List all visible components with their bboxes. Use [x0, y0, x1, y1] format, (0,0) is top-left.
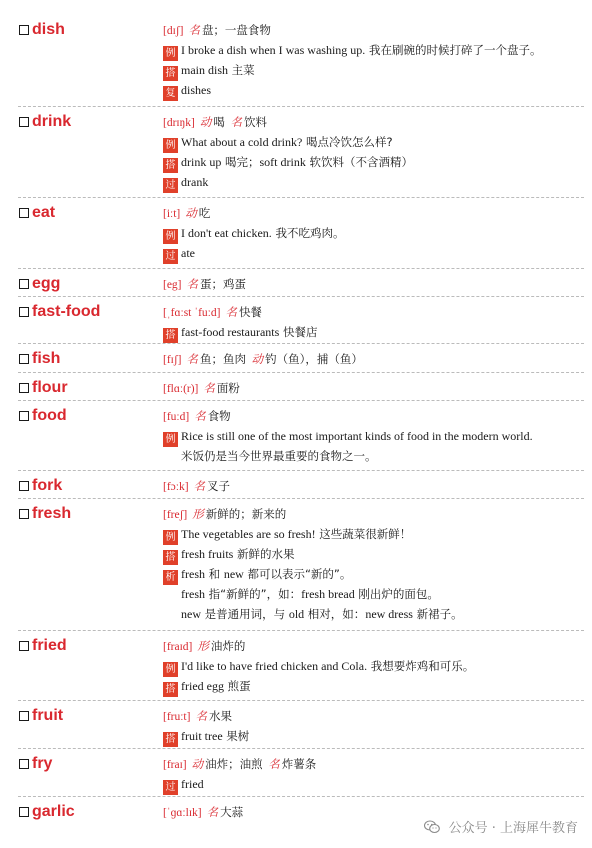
part-of-speech: 名: [186, 279, 199, 291]
part-of-speech: 名: [268, 759, 280, 771]
headword-text: garlic: [32, 803, 75, 820]
english-text: fresh: [181, 567, 205, 581]
chinese-text: 新裙子。: [412, 607, 463, 621]
chinese-text: 是普通用词，与: [201, 607, 289, 621]
english-text: fresh bread: [301, 587, 355, 601]
headword-text: eat: [32, 204, 56, 221]
english-text: Rice is still one of the most important kinds of food in the modern world.: [181, 429, 533, 443]
label-badge-icon: 搭: [163, 682, 178, 697]
part-of-speech: 形: [197, 641, 209, 653]
detail-line: [163, 243, 583, 263]
headword: [19, 20, 65, 40]
headword-text: flour: [32, 379, 68, 396]
chinese-text: 和: [205, 567, 224, 581]
chinese-text: 钓（鱼），捕（鱼）: [265, 352, 363, 366]
chinese-text: 炸薯条: [281, 757, 317, 771]
label-badge-icon: 过: [163, 178, 178, 193]
entry-details: [163, 504, 583, 624]
english-text: fruit tree: [181, 729, 223, 743]
chinese-text: 果树: [222, 729, 250, 743]
headword: [19, 406, 67, 426]
checkbox-icon[interactable]: [19, 208, 29, 218]
entry-details: [163, 476, 583, 496]
phonetic: [drɪŋk]: [163, 117, 195, 129]
detail-line: [163, 426, 583, 446]
wechat-icon: [424, 820, 440, 834]
entry-divider: [18, 106, 584, 107]
checkbox-icon[interactable]: [19, 641, 29, 651]
part-of-speech: 名: [203, 383, 215, 395]
entry-details: [163, 406, 583, 466]
chinese-text: 叉子: [207, 479, 231, 493]
phonetic: [ˈɡɑːlɪk]: [163, 807, 202, 819]
phonetic: [fuːd]: [163, 411, 190, 423]
headword: [19, 349, 60, 369]
chinese-text: 我在刷碗的时候打碎了一个盘子。: [365, 43, 542, 57]
headword-text: egg: [32, 275, 61, 292]
checkbox-icon[interactable]: [19, 411, 29, 421]
watermark-text: 公众号 · 上海犀牛教育: [448, 821, 578, 836]
detail-line: [163, 564, 583, 584]
chinese-text: 煎蛋: [223, 679, 251, 693]
detail-line: [163, 322, 583, 342]
chinese-text: 米饭仍是当今世界最重要的食物之一。: [181, 449, 377, 463]
entry-divider: [18, 372, 584, 373]
headword: [19, 302, 100, 322]
entry-details: [163, 274, 583, 294]
headword: [19, 504, 71, 524]
label-badge-icon: 搭: [163, 732, 178, 747]
chinese-text: 喝点冷饮怎么样?: [302, 135, 393, 149]
label-badge-icon: 例: [163, 530, 178, 545]
english-text: main dish: [181, 63, 228, 77]
part-of-speech: 名: [225, 307, 237, 319]
entry-divider: [18, 470, 584, 471]
headword: [19, 754, 52, 774]
detail-line: [163, 726, 583, 746]
part-of-speech: 名: [188, 25, 200, 37]
entry-divider: [18, 268, 584, 269]
definition-line: [163, 706, 583, 726]
chinese-text: 刚出炉的面包。: [354, 587, 439, 601]
label-badge-icon: 搭: [163, 550, 178, 565]
headword: [19, 378, 68, 398]
chinese-text: 喝: [213, 115, 229, 129]
headword-text: dish: [32, 21, 65, 38]
chinese-text: 大蒜: [220, 805, 244, 819]
label-badge-icon: 例: [163, 229, 178, 244]
part-of-speech: 形: [192, 509, 204, 521]
label-badge-icon: 例: [163, 138, 178, 153]
chinese-text: 相对，如：: [304, 607, 366, 621]
english-text: drink up: [181, 155, 222, 169]
headword: [19, 112, 71, 132]
chinese-text: 水果: [208, 709, 232, 723]
headword: [19, 636, 67, 656]
chinese-text: 面粉: [216, 381, 240, 395]
chinese-text: 盘；一盘食物: [201, 23, 271, 37]
headword-text: fork: [32, 477, 63, 494]
part-of-speech: 名: [230, 117, 243, 129]
phonetic: [ˌfɑːst ˈfuːd]: [163, 307, 221, 319]
part-of-speech: 动: [251, 354, 264, 366]
english-text: soft drink: [259, 155, 306, 169]
detail-line: [163, 524, 583, 544]
phonetic: [iːt]: [163, 208, 181, 220]
chinese-text: 新鲜的水果: [233, 547, 295, 561]
detail-line: [163, 80, 583, 100]
entry-details: [163, 754, 583, 794]
definition-line: [163, 349, 583, 369]
english-text: dishes: [181, 83, 211, 97]
headword-text: fruit: [32, 707, 64, 724]
chinese-text: 新鲜的；新来的: [205, 507, 287, 521]
chinese-text: 吃: [198, 206, 211, 220]
detail-line: [163, 584, 583, 604]
english-text: drank: [181, 175, 209, 189]
checkbox-icon[interactable]: [19, 711, 29, 721]
phonetic: [fraɪd]: [163, 641, 193, 653]
entry-divider: [18, 630, 584, 631]
entry-details: [163, 349, 583, 369]
definition-line: [163, 20, 583, 40]
detail-line: [163, 152, 583, 172]
headword: [19, 203, 55, 223]
headword-text: drink: [32, 113, 72, 130]
headword-text: fish: [32, 350, 61, 367]
part-of-speech: 名: [193, 481, 206, 493]
label-badge-icon: 过: [163, 249, 178, 264]
part-of-speech: 名: [194, 411, 206, 423]
entry-divider: [18, 400, 584, 401]
entry-details: [163, 378, 583, 398]
label-badge-icon: 例: [163, 46, 178, 61]
entry-details: [163, 203, 583, 263]
headword: [19, 476, 62, 496]
phonetic: [flɑː(r)]: [163, 383, 199, 395]
entry-divider: [18, 296, 584, 297]
chinese-text: 主菜: [228, 63, 255, 77]
checkbox-icon[interactable]: [19, 481, 29, 491]
detail-line: [163, 223, 583, 243]
phonetic: [fɔːk]: [163, 481, 189, 493]
label-badge-icon: 搭: [163, 66, 178, 81]
detail-line: [163, 604, 583, 624]
detail-line: [163, 446, 583, 466]
headword-text: fried: [32, 637, 67, 654]
checkbox-icon[interactable]: [19, 279, 29, 289]
definition-line: [163, 112, 583, 132]
label-badge-icon: 搭: [163, 158, 178, 173]
entry-divider: [18, 700, 584, 701]
definition-line: [163, 636, 583, 656]
part-of-speech: 动: [185, 208, 197, 220]
checkbox-icon[interactable]: [19, 354, 29, 364]
part-of-speech: 动: [191, 759, 204, 771]
headword-text: food: [32, 407, 67, 424]
entry-divider: [18, 343, 584, 344]
entry-divider: [18, 197, 584, 198]
chinese-text: 快餐: [238, 305, 262, 319]
headword: [19, 802, 75, 822]
headword: [19, 274, 60, 294]
english-text: fried: [181, 777, 204, 791]
entry-divider: [18, 796, 584, 797]
english-text: ate: [181, 246, 195, 260]
part-of-speech: 动: [199, 117, 212, 129]
chinese-text: 饮料: [244, 115, 268, 129]
chinese-text: 油炸；油煎: [205, 757, 267, 771]
chinese-text: 鱼；鱼肉: [200, 352, 250, 366]
detail-line: [163, 132, 583, 152]
entry-details: [163, 20, 583, 100]
chinese-text: 我想要炸鸡和可乐。: [367, 659, 475, 673]
english-text: new: [223, 567, 244, 581]
label-badge-icon: 例: [163, 662, 178, 677]
chinese-text: 食物: [207, 409, 231, 423]
phonetic: [freʃ]: [163, 509, 188, 521]
chinese-text: 油炸的: [210, 639, 246, 653]
english-text: fried egg: [181, 679, 224, 693]
definition-line: [163, 302, 583, 322]
entry-divider: [18, 498, 584, 499]
english-text: fresh fruits: [181, 547, 234, 561]
chinese-text: 都可以表示“新的”。: [243, 567, 352, 581]
english-text: fresh: [181, 587, 205, 601]
entry-details: [163, 112, 583, 192]
english-text: What about a cold drink?: [181, 135, 303, 149]
definition-line: [163, 378, 583, 398]
part-of-speech: 名: [206, 807, 219, 819]
label-badge-icon: 搭: [163, 328, 178, 343]
checkbox-icon[interactable]: [19, 307, 29, 317]
detail-line: [163, 40, 583, 60]
checkbox-icon[interactable]: [19, 759, 29, 769]
headword: [19, 706, 63, 726]
english-text: old: [288, 607, 305, 621]
part-of-speech: 名: [186, 354, 199, 366]
checkbox-icon[interactable]: [19, 25, 29, 35]
definition-line: [163, 274, 583, 294]
checkbox-icon[interactable]: [19, 383, 29, 393]
detail-line: [163, 656, 583, 676]
english-text: new dress: [365, 607, 413, 621]
phonetic: [fruːt]: [163, 711, 191, 723]
definition-line: [163, 754, 583, 774]
chinese-text: 我不吃鸡肉。: [271, 226, 345, 240]
chinese-text: 快餐店: [279, 325, 318, 339]
headword-text: fast-food: [32, 303, 101, 320]
detail-line: [163, 774, 583, 794]
english-text: I'd like to have fried chicken and Cola.: [181, 659, 368, 673]
entry-details: [163, 636, 583, 696]
english-text: new: [181, 607, 201, 621]
chinese-text: 指“新鲜的”，如：: [205, 587, 302, 601]
english-text: I don't eat chicken.: [181, 226, 272, 240]
entry-details: [163, 706, 583, 746]
definition-line: [163, 504, 583, 524]
phonetic: [eg]: [163, 279, 182, 291]
detail-line: [163, 60, 583, 80]
headword-text: fresh: [32, 505, 72, 522]
entry-divider: [18, 748, 584, 749]
phonetic: [dɪʃ]: [163, 25, 184, 37]
part-of-speech: 名: [195, 711, 207, 723]
chinese-text: 这些蔬菜很新鲜！: [315, 527, 412, 541]
definition-line: [163, 203, 583, 223]
chinese-text: 喝完；: [221, 155, 260, 169]
checkbox-icon[interactable]: [19, 117, 29, 127]
checkbox-icon[interactable]: [19, 807, 29, 817]
english-text: I broke a dish when I was washing up.: [181, 43, 366, 57]
phonetic: [fraɪ]: [163, 759, 187, 771]
label-badge-icon: 复: [163, 86, 178, 101]
detail-line: [163, 544, 583, 564]
detail-line: [163, 676, 583, 696]
detail-line: [163, 172, 583, 192]
definition-line: [163, 406, 583, 426]
watermark: [424, 817, 578, 836]
label-badge-icon: 例: [163, 432, 178, 447]
phonetic: [fɪʃ]: [163, 354, 182, 366]
definition-line: [163, 476, 583, 496]
checkbox-icon[interactable]: [19, 509, 29, 519]
chinese-text: 蛋；鸡蛋: [200, 277, 247, 291]
label-badge-icon: 析: [163, 570, 178, 585]
chinese-text: 软饮料（不含酒精）: [305, 155, 413, 169]
label-badge-icon: 过: [163, 780, 178, 795]
headword-text: fry: [32, 755, 53, 772]
entry-details: [163, 302, 583, 342]
english-text: fast-food restaurants: [181, 325, 280, 339]
english-text: The vegetables are so fresh!: [181, 527, 316, 541]
